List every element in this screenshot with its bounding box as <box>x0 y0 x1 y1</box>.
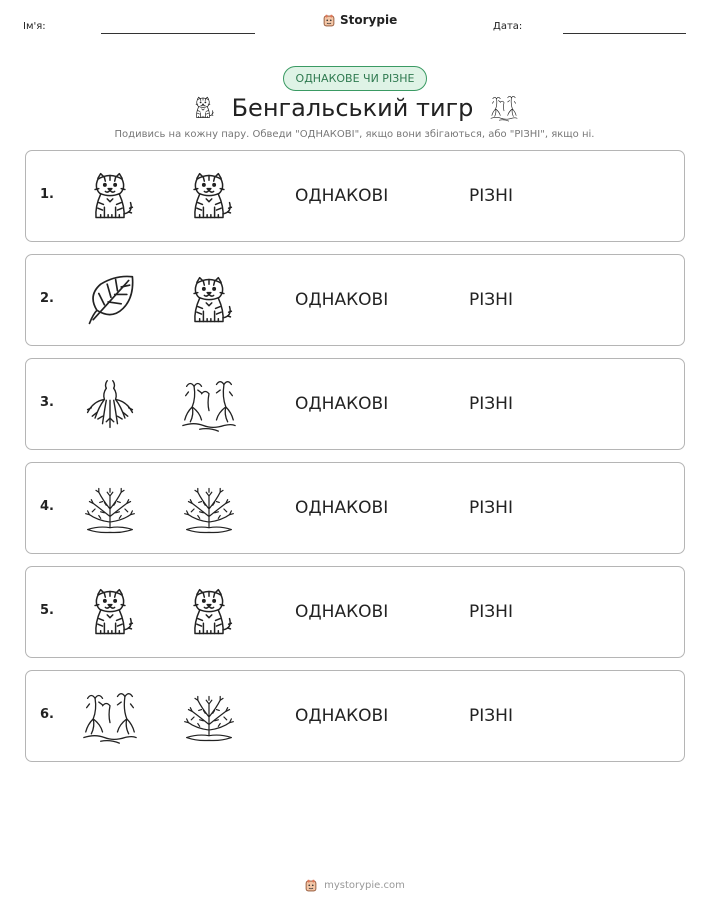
storypie-icon <box>322 13 336 27</box>
option-different[interactable]: РІЗНІ <box>469 706 513 726</box>
bush-icon <box>82 481 138 537</box>
mangrove-icon <box>82 689 138 745</box>
question-number: 2. <box>40 291 54 306</box>
option-same[interactable]: ОДНАКОВІ <box>295 394 389 414</box>
mangrove-icon <box>181 377 237 433</box>
question-row-6 <box>25 670 685 762</box>
title-row <box>0 90 709 126</box>
storypie-icon <box>304 878 318 892</box>
bush-icon <box>181 689 237 745</box>
tiger-icon <box>181 169 237 225</box>
question-row-4 <box>25 462 685 554</box>
question-row-2 <box>25 254 685 346</box>
question-row-1 <box>25 150 685 242</box>
date-field[interactable] <box>563 33 686 34</box>
question-row-3 <box>25 358 685 450</box>
option-different[interactable]: РІЗНІ <box>469 602 513 622</box>
option-same[interactable]: ОДНАКОВІ <box>295 290 389 310</box>
tiger-icon <box>181 273 237 329</box>
option-same[interactable]: ОДНАКОВІ <box>295 706 389 726</box>
tiger-icon <box>181 585 237 641</box>
option-same[interactable]: ОДНАКОВІ <box>295 602 389 622</box>
footer <box>0 878 709 892</box>
question-number: 1. <box>40 187 54 202</box>
leaf-icon <box>82 273 138 329</box>
page-title: Бенгальський тигр <box>231 94 474 122</box>
option-same[interactable]: ОДНАКОВІ <box>295 186 389 206</box>
footer-url[interactable]: mystorypie.com <box>324 879 405 891</box>
tiger-icon <box>82 169 138 225</box>
option-different[interactable]: РІЗНІ <box>469 394 513 414</box>
question-number: 5. <box>40 603 54 618</box>
tiger-icon <box>82 585 138 641</box>
name-field[interactable] <box>101 33 255 34</box>
instructions: Подивись на кожну пару. Обведи "ОДНАКОВІ", якщо вони збігаються, або "РІЗНІ", якщо ні. <box>114 129 595 140</box>
bush-icon <box>181 481 237 537</box>
option-same[interactable]: ОДНАКОВІ <box>295 498 389 518</box>
option-different[interactable]: РІЗНІ <box>469 498 513 518</box>
name-label: Ім'я: <box>23 21 46 32</box>
option-different[interactable]: РІЗНІ <box>469 186 513 206</box>
brand-logo <box>322 13 397 27</box>
roots-icon <box>82 377 138 433</box>
question-number: 6. <box>40 707 54 722</box>
question-number: 4. <box>40 499 54 514</box>
date-label: Дата: <box>493 21 523 32</box>
question-number: 3. <box>40 395 54 410</box>
brand-name: Storypie <box>340 13 398 27</box>
question-row-5 <box>25 566 685 658</box>
tiger-icon <box>190 94 216 122</box>
option-different[interactable]: РІЗНІ <box>469 290 513 310</box>
worksheet-type-badge: ОДНАКОВЕ ЧИ РІЗНЕ <box>283 66 427 91</box>
mangrove-icon <box>489 94 519 122</box>
